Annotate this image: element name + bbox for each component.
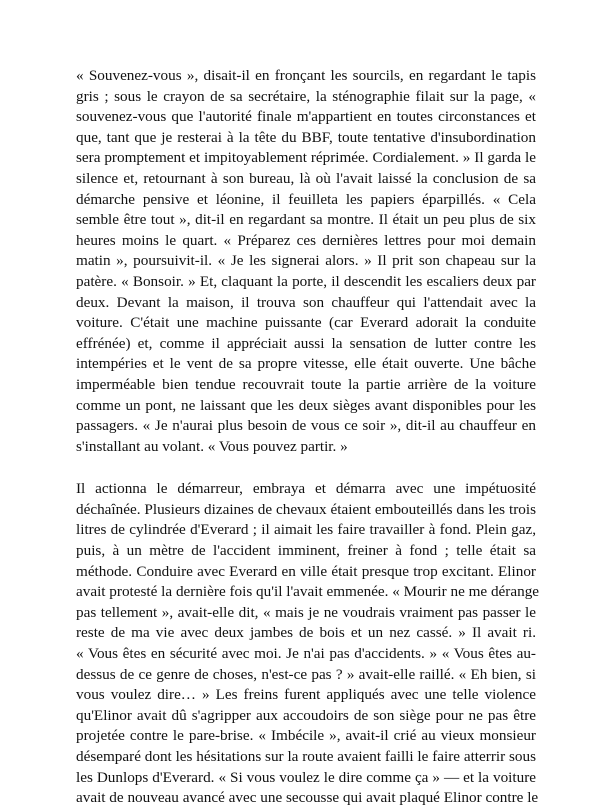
text-line: projetée contre le pare-brise. « Imbécile », avait-il crié au vieux monsieur <box>76 727 536 745</box>
text-line: démarche pensive et léonine, il feuilleta les papiers éparpillés. « Cela <box>76 190 536 208</box>
text-line: avait de nouveau avancé avec une secousse qui avait plaqué Elinor contre le <box>76 789 539 807</box>
text-line: puis, à un mètre de l'accident imminent, freiner à fond ; telle était sa <box>76 542 536 560</box>
text-line: silence et, retournant à son bureau, là où l'avait laissé la conclusion de sa <box>76 169 536 187</box>
text-line: vous voulez dire… » Les freins furent appliqués avec une telle violence <box>76 686 536 704</box>
text-line: « Vous êtes en sécurité avec moi. Je n'ai pas d'accidents. » « Vous êtes au- <box>76 645 536 663</box>
text-line: intempéries et le vent de sa propre vitesse, elle était ouverte. Une bâche <box>76 355 536 373</box>
text-line: Il actionna le démarreur, embraya et démarra avec une impétuosité <box>76 480 536 498</box>
text-line: comme un pont, ne laissant que les deux sièges avant disponibles pour les <box>76 396 536 414</box>
text-line: déchaînée. Plusieurs dizaines de chevaux étaient embouteillés dans les trois <box>76 500 536 518</box>
text-line: s'installant au volant. « Vous pouvez partir. » <box>76 437 348 455</box>
text-line: « Souvenez-vous », disait-il en fronçant les sourcils, en regardant le tapis <box>76 67 536 84</box>
text-line: que, tant que je resterai à la tête du BBF, toute tentative d'insubordination <box>76 128 536 146</box>
text-line: sera promptement et impitoyablement réprimée. Cordialement. » Il garda le <box>76 149 536 167</box>
text-line: deux. Devant la maison, il trouva son chauffeur qui l'attendait avec la <box>76 293 536 311</box>
text-line: imperméable bien tendue recouvrait toute la partie arrière de la voiture <box>76 375 536 393</box>
text-line: les Dunlops d'Everard. « Si vous voulez le dire comme ça » — et la voiture <box>76 768 536 786</box>
text-line: semble être tout », dit-il en regardant sa montre. Il était un peu plus de six <box>76 211 536 229</box>
text-line: passagers. « Je n'aurai plus besoin de vous ce soir », dit-il au chauffeur en <box>76 417 536 435</box>
document-page <box>76 66 540 809</box>
text-line: souvenez-vous que l'autorité finale m'appartient en toutes circonstances et <box>76 108 536 126</box>
paragraph-spacer <box>76 457 536 479</box>
text-line: qu'Elinor avait dû s'agripper aux accoudoirs de son siège pour ne pas être <box>76 706 536 724</box>
text-line: avait protesté la dernière fois qu'il l'avait emmenée. « Mourir ne me dérange <box>76 583 540 601</box>
text-line: matin », poursuivit-il. « Je les signerai alors. » Il prit son chapeau sur la <box>76 252 536 270</box>
text-line: reste de ma vie avec deux jambes de bois et un nez cassé. » Il avait ri. <box>76 624 536 642</box>
text-line: gris ; sous le crayon de sa secrétaire, la sténographie filait sur la page, « <box>76 87 536 105</box>
text-line: heures moins le quart. « Préparez ces dernières lettres pour moi demain <box>76 231 536 249</box>
paragraph-1 <box>76 66 536 457</box>
text-line: dessus de ce genre de choses, n'est-ce pas ? » avait-elle raillé. « Eh bien, si <box>76 665 536 683</box>
text-line: litres de cylindrée d'Everard ; il aimait les faire travailler à fond. Plein gaz, <box>76 521 536 539</box>
text-line: patère. « Bonsoir. » Et, claquant la porte, il descendit les escaliers deux par <box>76 272 536 290</box>
text-line: désemparé dont les hésitations sur la route avaient failli le faire atterrir sous <box>76 748 536 765</box>
text-line: effrénée) et, comme il appréciait aussi la sensation de lutter contre les <box>76 334 536 352</box>
text-line: pas tellement », avait-elle dit, « mais je ne voudrais vraiment pas passer le <box>76 603 536 621</box>
text-line: méthode. Conduire avec Everard en ville était presque trop excitant. Elinor <box>76 562 536 580</box>
text-line: voiture. C'était une machine puissante (car Everard adorait la conduite <box>76 314 536 332</box>
paragraph-2 <box>76 479 540 809</box>
